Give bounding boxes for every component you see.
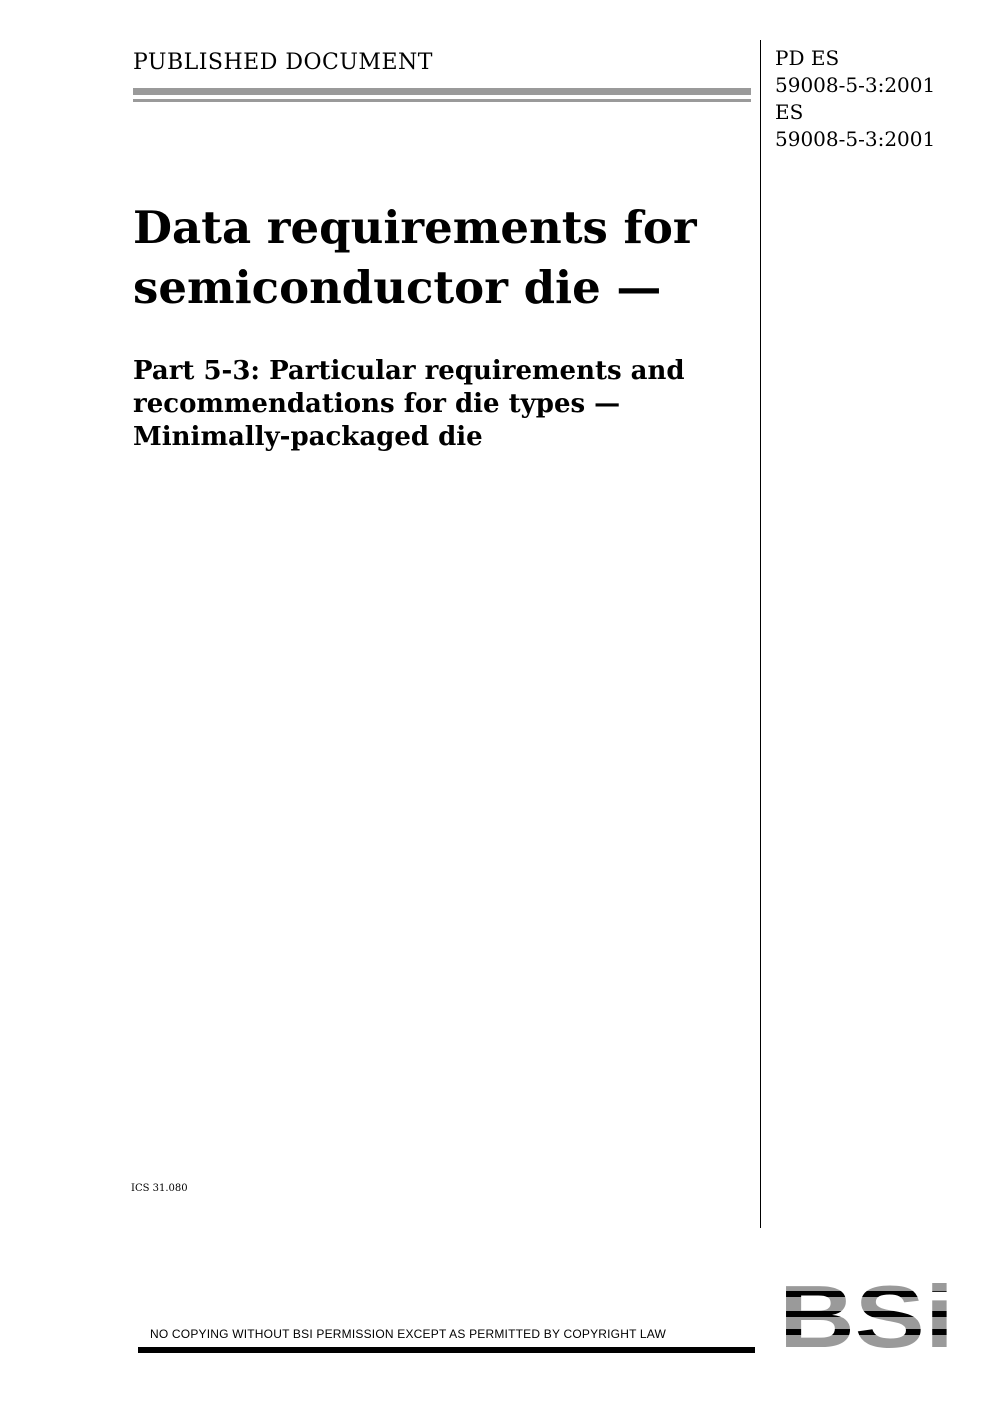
footer-rule (138, 1347, 755, 1353)
header-rule-thin (133, 99, 751, 102)
reference-line: ES (775, 100, 804, 124)
vertical-divider (760, 40, 761, 1228)
title-line: Data requirements for (133, 201, 697, 254)
bsi-logo (779, 1277, 954, 1357)
document-references (775, 45, 935, 153)
reference-line: 59008-5-3:2001 (775, 73, 936, 97)
subtitle-line: Minimally-packaged die (133, 422, 483, 452)
reference-line: 59008-5-3:2001 (775, 127, 936, 151)
copyright-notice: NO COPYING WITHOUT BSI PERMISSION EXCEPT AS PERMITTED BY COPYRIGHT LAW (150, 1327, 667, 1341)
title-line: semiconductor die — (133, 261, 662, 314)
header-rule-thick (133, 88, 751, 95)
published-document-banner: PUBLISHED DOCUMENT (133, 50, 433, 75)
subtitle-line: Part 5-3: Particular requirements and (133, 356, 685, 386)
document-title (133, 198, 743, 318)
reference-line: PD ES (775, 46, 840, 70)
ics-code: ICS 31.080 (131, 1183, 188, 1194)
document-subtitle (133, 355, 743, 454)
subtitle-line: recommendations for die types — (133, 389, 621, 419)
